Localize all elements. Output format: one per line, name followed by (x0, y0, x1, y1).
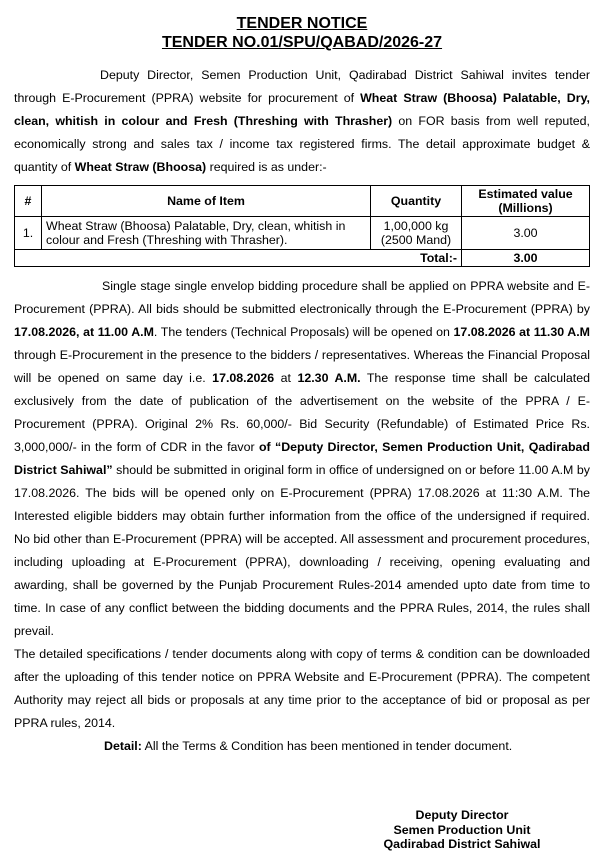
submission-deadline: 17.08.2026, at 11.00 A.M (14, 325, 154, 339)
table-header-row (15, 186, 590, 217)
procedure-paragraph (14, 275, 590, 643)
table-total-row (15, 250, 590, 267)
financial-opening-date: 17.08.2026 (212, 371, 275, 385)
tender-number: TENDER NO.01/SPU/QABAD/2026-27 (161, 34, 443, 51)
detail-line (14, 735, 590, 757)
intro-text-1: Deputy Director, Semen Production Unit, Qadirabad District Sahiwal invites tender through E-Procurement (PPRA) website for procurement of (14, 68, 590, 105)
signature-block (377, 808, 547, 852)
detail-text: All the Terms & Condition has been mentioned in tender document. (141, 739, 513, 753)
detail-label: Detail: (104, 739, 142, 753)
total-value: 3.00 (462, 250, 590, 267)
notice-title: TENDER NOTICE (236, 15, 368, 32)
intro-text-3: required is as under:- (206, 160, 327, 174)
table-row (15, 217, 590, 250)
col-header-name: Name of Item (42, 186, 371, 217)
intro-paragraph (14, 64, 590, 179)
row-quantity (371, 217, 462, 250)
total-label: Total:- (15, 250, 462, 267)
col-header-num: # (15, 186, 42, 217)
signature-unit: Semen Production Unit (393, 822, 531, 837)
row-value: 3.00 (462, 217, 590, 250)
cdr-favor-of: of “Deputy Director, Semen Production Unit, Qadirabad District Sahiwal” (14, 440, 590, 477)
intro-text-2: on FOR basis from well reputed, economically strong and sales tax / income tax registered firms. The detail approximate budget & quantity of (14, 114, 590, 174)
items-table (14, 185, 590, 267)
row-item-name: Wheat Straw (Bhoosa) Palatable, Dry, clean, whitish in colour and Fresh (Threshing with Thrasher). (42, 217, 371, 250)
procedure-text-3: through E-Procurement in the presence to the bidders / representatives. Whereas the Financial Proposal will be opened on same day i.e. (14, 348, 590, 385)
procedure-text-1: Single stage single envelop bidding procedure shall be applied on PPRA website and E-Procurement (PPRA). All bids should be submitted electronically through the E-Procurement (PPRA) by (14, 279, 590, 316)
col-header-quantity: Quantity (371, 186, 462, 217)
procedure-text-5: The response time shall be calculated exclusively from the date of publication of the advertisement on the website of the PPRA / E-Procurement (PPRA). Original 2% Rs. 60,000/- Bid Security (Refundable) of Estimated Price Rs. 3,000,000/- in the form of CDR in the favor (14, 371, 590, 454)
signature-location: Qadirabad District Sahiwal (383, 837, 541, 851)
row-qty-kg: 1,00,000 kg (383, 219, 449, 233)
specifications-paragraph: The detailed specifications / tender documents along with copy of terms & condition can be downloaded after the uploading of this tender notice on PPRA Website and E-Procurement (PPRA). The competent Authority may reject all bids or proposals at any time prior to the acceptance of bid or proposal as per PPRA rules, 2014. (14, 647, 590, 730)
intro-item-short: Wheat Straw (Bhoosa) (74, 160, 207, 174)
procedure-text-4: at (274, 371, 298, 385)
procedure-text-2: . The tenders (Technical Proposals) will be opened on (153, 325, 454, 339)
financial-opening-time: 12.30 A.M. (297, 371, 361, 385)
intro-item-bold: Wheat Straw (Bhoosa) Palatable, Dry, clean, whitish in colour and Fresh (Threshing with Thrasher) (14, 91, 590, 128)
procedure-text-6: should be submitted in original form in office of undersigned on or before 11.00 A.M by 17.08.2026. The bids will be opened only on E-Procurement (PPRA) 17.08.2026 at 11:30 A.M. The Interested eligible bidders may obtain further information from the office of the undersigned if required. No bid other than E-Procurement (PPRA) will be accepted. All assessment and procurement procedures, including uploading at E-Procurement (PPRA), downloading / receiving, opening evaluating and awarding, shall be governed by the Punjab Procurement Rules-2014 amended upto date from time to time. In case of any conflict between the bidding documents and the PPRA Rules, 2014, the rules shall prevail. (14, 463, 590, 638)
col-header-value: Estimated value (Millions) (462, 186, 590, 217)
row-qty-mand: (2500 Mand) (380, 233, 452, 247)
row-num: 1. (15, 217, 42, 250)
technical-opening-time: 17.08.2026 at 11.30 A.M (453, 325, 590, 339)
signature-title: Deputy Director (415, 808, 509, 822)
